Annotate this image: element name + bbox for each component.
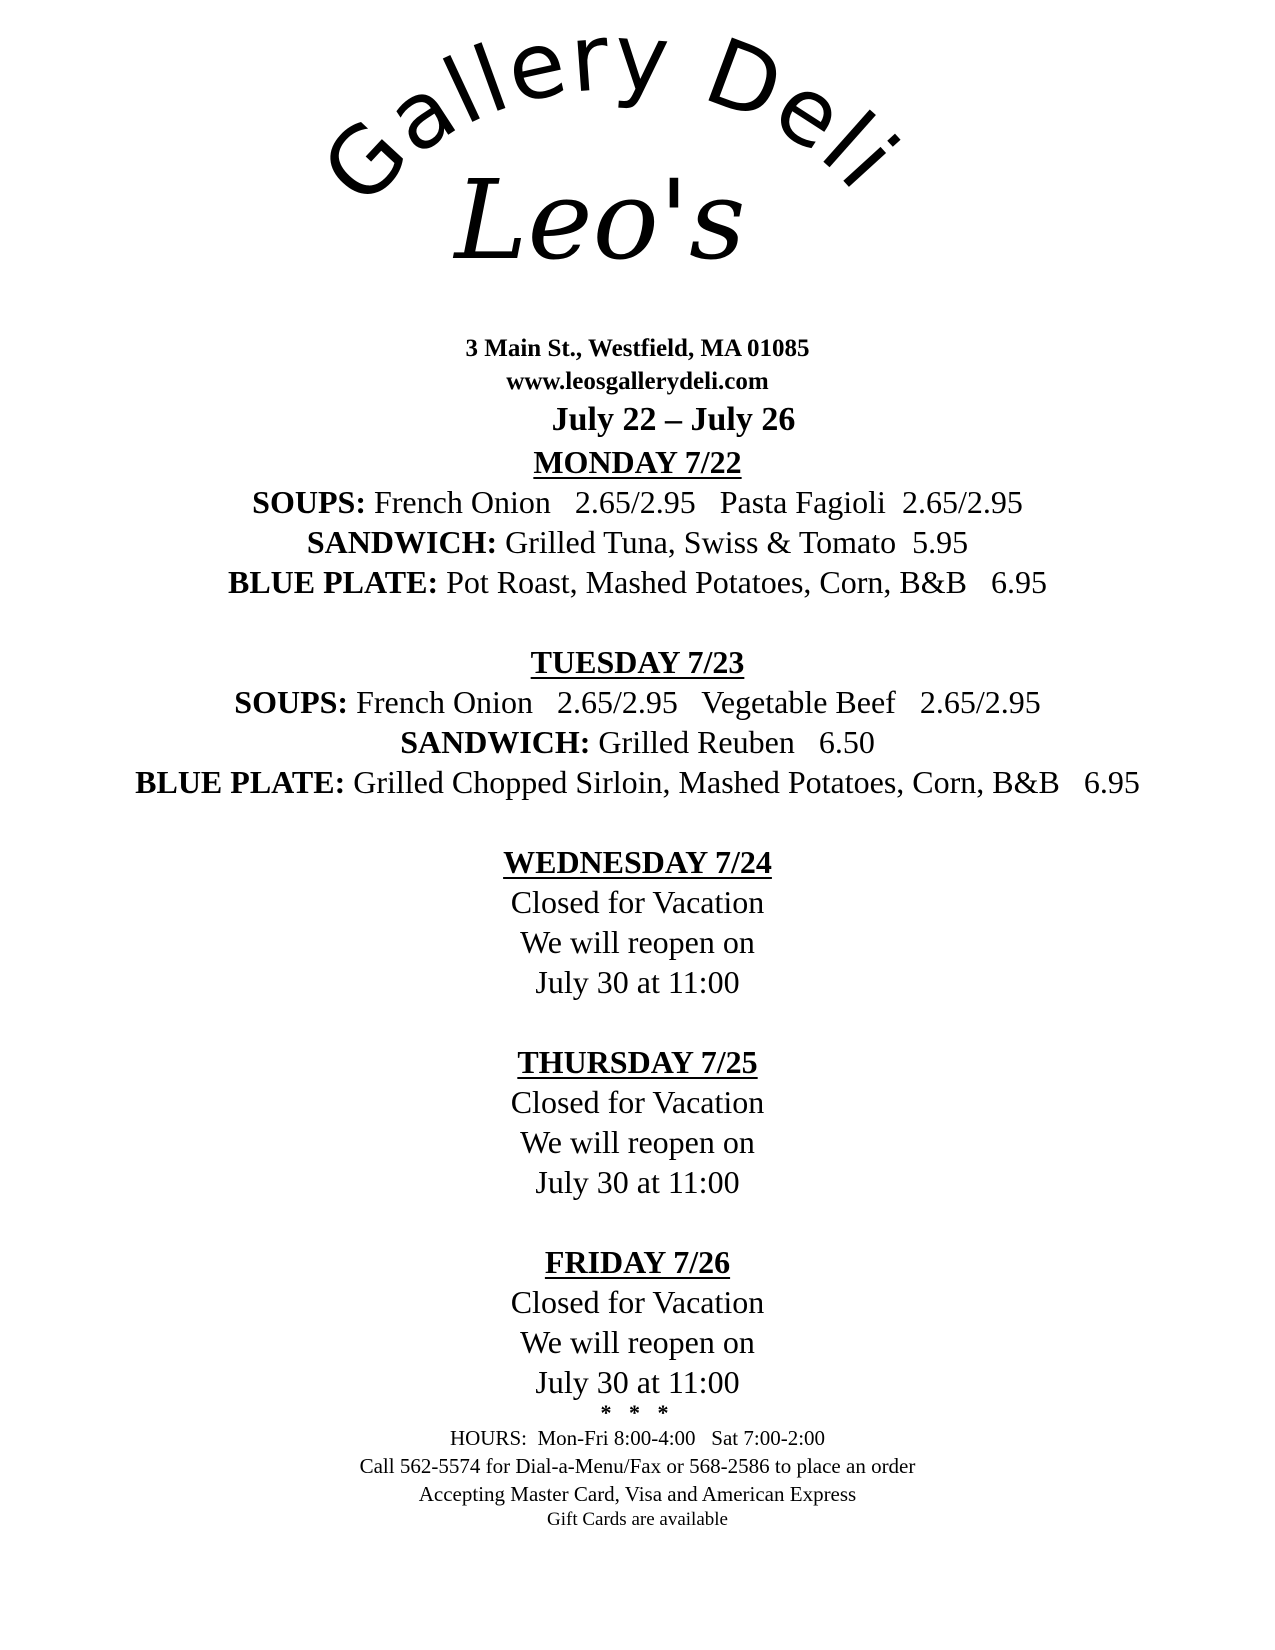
sandwich-text: Grilled Reuben 6.50 [590, 724, 875, 760]
day-title: WEDNESDAY 7/24 [503, 844, 772, 880]
sandwich-label: SANDWICH: [306, 524, 498, 560]
soups-label: SOUPS: [252, 484, 366, 520]
soups-text: French Onion 2.65/2.95 Vegetable Beef 2.65/2.95 [348, 684, 1041, 720]
blue-plate-label: BLUE PLATE: [135, 764, 346, 800]
logo-arc-text: Gallery Deli [301, 3, 919, 225]
day-title: THURSDAY 7/25 [517, 1044, 758, 1080]
phone-order-line: Call 562-5574 for Dial-a-Menu/Fax or 568-2586 to place an order [359, 1454, 916, 1478]
reopen-notice: We will reopen on [520, 924, 755, 960]
soups-text: French Onion 2.65/2.95 Pasta Fagioli 2.65/2.95 [365, 484, 1023, 520]
logo-script-text: Leo's [454, 156, 746, 284]
day-title: MONDAY 7/22 [533, 444, 742, 480]
reopen-notice: We will reopen on [520, 1324, 755, 1360]
spacer [0, 1002, 1275, 1042]
payment-line: Accepting Master Card, Visa and American Express [418, 1482, 857, 1506]
blue-plate-text: Pot Roast, Mashed Potatoes, Corn, B&B 6.95 [438, 564, 1047, 600]
spacer [0, 602, 1275, 642]
day-wednesday [0, 842, 1275, 1002]
gift-cards-line: Gift Cards are available [547, 1509, 728, 1530]
day-monday [0, 442, 1275, 602]
blue-plate-line [0, 562, 1275, 602]
sandwich-text: Grilled Tuna, Swiss & Tomato 5.95 [497, 524, 969, 560]
sandwich-line [0, 522, 1275, 562]
day-thursday [0, 1042, 1275, 1202]
soups-line [0, 482, 1275, 522]
day-title: FRIDAY 7/26 [544, 1244, 731, 1280]
website-link[interactable]: www.leosgallerydeli.com [506, 368, 769, 395]
spacer [0, 1202, 1275, 1242]
menu-content [0, 332, 1275, 1532]
soups-label: SOUPS: [234, 684, 349, 720]
closed-notice: Closed for Vacation [510, 1084, 765, 1120]
logo-graphic [0, 0, 1275, 330]
logo [0, 0, 1275, 330]
separator-stars: * * * [600, 1400, 675, 1425]
sandwich-line [0, 722, 1275, 762]
day-title: TUESDAY 7/23 [530, 644, 745, 680]
soups-line [0, 682, 1275, 722]
day-tuesday [0, 642, 1275, 802]
blue-plate-line [0, 762, 1275, 802]
address: 3 Main St., Westfield, MA 01085 [465, 335, 810, 362]
week-range: July 22 – July 26 [551, 401, 796, 438]
day-friday [0, 1242, 1275, 1402]
blue-plate-text: Grilled Chopped Sirloin, Mashed Potatoes, Corn, B&B 6.95 [345, 764, 1140, 800]
closed-notice: Closed for Vacation [510, 884, 765, 920]
reopen-date: July 30 at 11:00 [535, 964, 740, 1000]
sandwich-label: SANDWICH: [400, 724, 591, 760]
reopen-date: July 30 at 11:00 [535, 1164, 740, 1200]
blue-plate-label: BLUE PLATE: [227, 564, 439, 600]
reopen-date: July 30 at 11:00 [535, 1364, 740, 1400]
spacer [0, 802, 1275, 842]
reopen-notice: We will reopen on [520, 1124, 755, 1160]
closed-notice: Closed for Vacation [510, 1284, 765, 1320]
hours-line: HOURS: Mon-Fri 8:00-4:00 Sat 7:00-2:00 [449, 1426, 826, 1450]
